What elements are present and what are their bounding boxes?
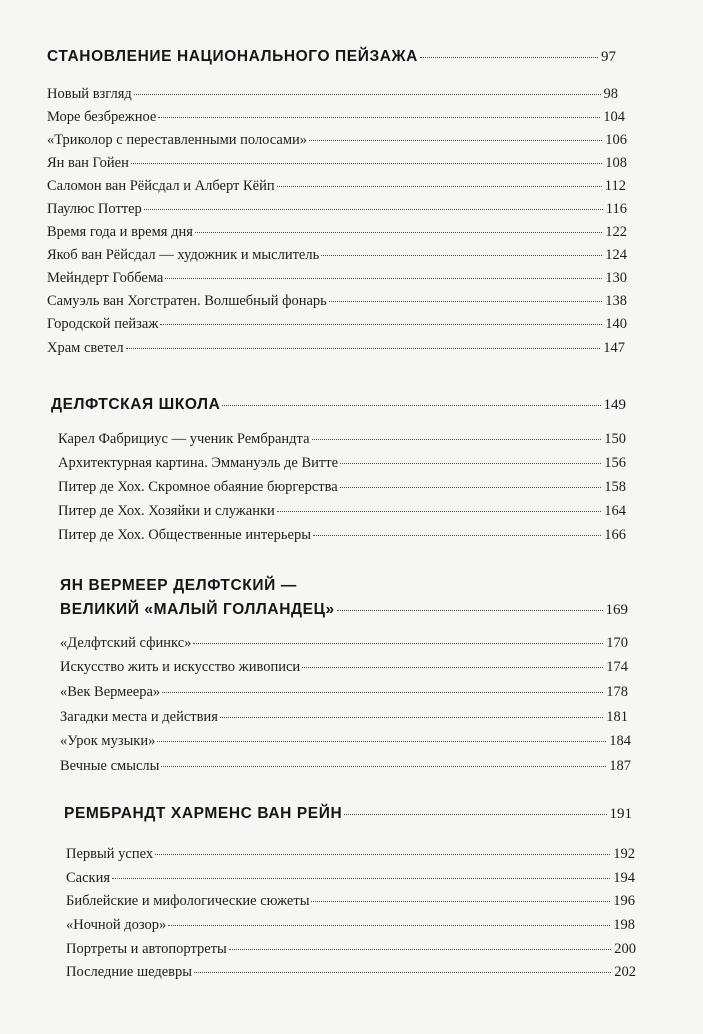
toc-entry [47,340,625,357]
toc-entry [47,293,627,310]
dot-leader [168,925,610,926]
dot-leader [229,949,612,950]
toc-entry [58,503,626,520]
toc-entry [66,846,635,863]
page-number: 194 [613,870,635,886]
page-number: 187 [609,758,631,774]
page-number: 200 [614,941,636,957]
page-number: 164 [604,503,626,519]
entry-label: Искусство жить и искусство живописи [60,659,301,675]
page-number: 147 [603,340,625,356]
dot-leader [340,487,602,488]
toc-entry [60,635,628,652]
entry-label: «Урок музыки» [60,733,156,749]
entry-label: Последние шедевры [66,964,193,980]
dot-leader [312,439,602,440]
toc-entry [47,270,627,287]
section-title [51,396,626,414]
toc-entry [66,893,635,910]
section-title-text: РЕМБРАНДТ ХАРМЕНС ВАН РЕЙН [64,805,343,822]
section-title-text: ДЕЛФТСКАЯ ШКОЛА [51,396,221,413]
section-title [60,601,628,619]
dot-leader [277,186,602,187]
dot-leader [309,140,602,141]
entry-label: «Век Вермеера» [60,684,161,700]
entry-label: Питер де Хох. Общественные интерьеры [58,527,311,543]
entry-label: Питер де Хох. Скромное обаяние бюргерства [58,479,338,495]
entry-label: Первый успех [66,846,154,862]
page-number: 192 [613,846,635,862]
toc-entry [47,155,627,172]
dot-leader [131,163,602,164]
page-number: 149 [603,397,626,413]
dot-leader [112,878,610,879]
dot-leader [157,741,606,742]
entry-label: Карел Фабрициус — ученик Рембрандта [58,431,310,447]
page-number: 170 [606,635,628,651]
page-number: 98 [603,86,618,102]
toc-entry [66,964,636,981]
toc-entry [47,109,625,126]
entry-label: Загадки места и действия [60,709,218,725]
entry-label: Саломон ван Рёйсдал и Алберт Кёйп [47,178,275,194]
entry-label: «Ночной дозор» [66,917,167,933]
toc-entry [66,941,636,958]
dot-leader [313,535,601,536]
toc-entry [60,758,631,775]
dot-leader [161,766,606,767]
dot-leader [194,972,611,973]
entry-label: Архитектурная картина. Эммануэль де Витте [58,455,339,471]
page-number: 169 [605,602,628,618]
toc-entry [47,86,618,103]
page-number: 104 [603,109,625,125]
dot-leader [134,94,601,95]
dot-leader [144,209,603,210]
entry-label: Библейские и мифологические сюжеты [66,893,310,909]
entry-label: Вечные смыслы [60,758,160,774]
entry-label: Саския [66,870,111,886]
page-number: 97 [601,49,616,65]
entry-label: Якоб ван Рёйсдал — художник и мыслитель [47,247,320,263]
entry-label: «Триколор с переставленными полосами» [47,132,308,148]
page-number: 174 [606,659,628,675]
page-number: 191 [609,806,632,822]
entry-label: Ян ван Гойен [47,155,129,171]
entry-label: Паулюс Поттер [47,201,142,217]
toc-entry [47,178,626,195]
toc-entry [47,316,627,333]
dot-leader [160,324,602,325]
toc-entry [58,431,626,448]
toc-entry [60,733,631,750]
dot-leader [337,610,603,611]
toc-entry [58,455,626,472]
entry-label: Время года и время дня [47,224,193,240]
dot-leader [340,463,601,464]
dot-leader [155,854,610,855]
dot-leader [126,348,601,349]
toc-entry [47,247,627,264]
page-number: 181 [606,709,628,725]
page-number: 122 [605,224,627,240]
page-number: 130 [605,270,627,286]
page-number: 106 [605,132,627,148]
toc-entry [47,132,627,149]
dot-leader [193,643,603,644]
dot-leader [165,278,602,279]
page-number: 140 [605,316,627,332]
dot-leader [277,511,601,512]
dot-leader [195,232,602,233]
entry-label: Море безбрежное [47,109,157,125]
page-number: 198 [613,917,635,933]
entry-label: Мейндерт Гоббема [47,270,164,286]
page-number: 166 [604,527,626,543]
toc-entry [58,527,626,544]
page-number: 178 [606,684,628,700]
page-number: 124 [605,247,627,263]
section-title-text: СТАНОВЛЕНИЕ НАЦИОНАЛЬНОГО ПЕЙЗАЖА [47,48,418,65]
page-number: 158 [604,479,626,495]
page-number: 184 [609,733,631,749]
toc-entry [60,709,628,726]
page-number: 196 [613,893,635,909]
entry-label: Новый взгляд [47,86,132,102]
page-number: 138 [605,293,627,309]
toc-entry [66,870,635,887]
entry-label: Питер де Хох. Хозяйки и служанки [58,503,275,519]
toc-entry [47,201,627,218]
toc-entry [47,224,627,241]
page-number: 150 [604,431,626,447]
section-title-line1 [60,577,297,595]
entry-label: Самуэль ван Хогстратен. Волшебный фонарь [47,293,327,309]
section-title-text: ЯН ВЕРМЕЕР ДЕЛФТСКИЙ — [60,577,297,594]
section-title [64,805,632,823]
page-number: 108 [605,155,627,171]
entry-label: «Делфтский сфинкс» [60,635,192,651]
entry-label: Городской пейзаж [47,316,159,332]
dot-leader [222,405,600,406]
page-number: 156 [604,455,626,471]
dot-leader [329,301,602,302]
dot-leader [162,692,603,693]
page-number: 112 [604,178,626,194]
page-number: 202 [614,964,636,980]
dot-leader [302,667,603,668]
entry-label: Храм светел [47,340,124,356]
toc-entry [60,684,628,701]
toc-entry [58,479,626,496]
dot-leader [311,901,610,902]
dot-leader [420,57,598,58]
dot-leader [158,117,600,118]
entry-label: Портреты и автопортреты [66,941,227,957]
toc-entry [66,917,635,934]
section-title-text: ВЕЛИКИЙ «МАЛЫЙ ГОЛЛАНДЕЦ» [60,601,335,618]
toc-entry [60,659,628,676]
dot-leader [220,717,603,718]
dot-leader [321,255,602,256]
dot-leader [344,814,606,815]
page-number: 116 [605,201,627,217]
section-title [47,48,616,66]
